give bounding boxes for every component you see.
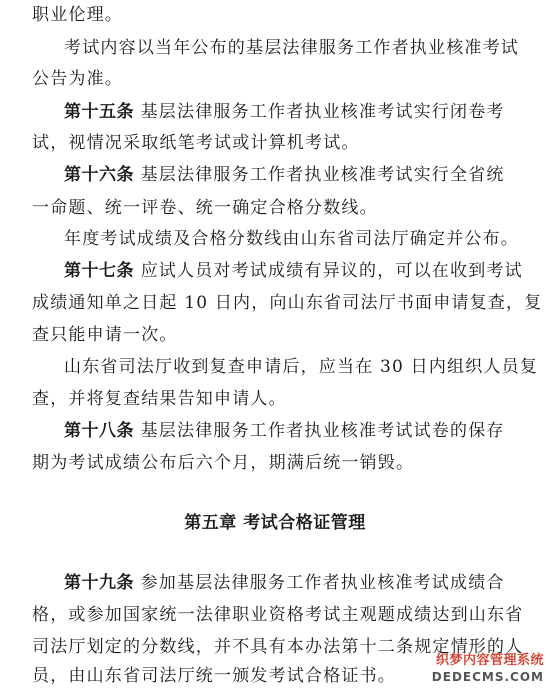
line-text: 考试内容以当年公布的基层法律服务工作者执业核准考试 xyxy=(64,38,519,58)
article-line xyxy=(0,97,550,127)
chapter-heading: 第五章 考试合格证管理 xyxy=(184,513,366,533)
site-watermark xyxy=(394,652,544,688)
text-line xyxy=(0,33,550,63)
line-text: 参加基层法律服务工作者执业核准考试成绩合 xyxy=(134,573,505,593)
line-text: 成绩通知单之日起 10 日内，向山东省司法厅书面申请复查，复 xyxy=(32,293,543,313)
article-heading: 第十六条 xyxy=(64,165,134,185)
text-line xyxy=(0,64,550,94)
text-line xyxy=(0,193,550,223)
line-text: 应试人员对考试成绩有异议的，可以在收到考试 xyxy=(134,261,523,281)
line-text: 基层法律服务工作者执业核准考试试卷的保存 xyxy=(134,421,505,441)
text-line xyxy=(0,384,550,414)
article-line xyxy=(0,416,550,446)
article-line xyxy=(0,568,550,598)
line-text: 山东省司法厅收到复查申请后，应当在 30 日内组织人员复 xyxy=(64,357,539,377)
text-line xyxy=(0,320,550,350)
line-text: 试，视情况采取纸笔考试或计算机考试。 xyxy=(32,133,360,153)
text-line xyxy=(0,352,550,382)
article-line xyxy=(0,160,550,190)
line-text: 员，由山东省司法厅统一颁发考试合格证书。 xyxy=(32,666,396,686)
line-text: 一命题、统一评卷、统一确定合格分数线。 xyxy=(32,198,378,218)
article-heading: 第十七条 xyxy=(64,261,134,281)
text-line xyxy=(0,288,550,318)
article-heading: 第十九条 xyxy=(64,573,134,593)
line-text: 基层法律服务工作者执业核准考试实行闭卷考 xyxy=(134,102,505,122)
line-text: 查只能申请一次。 xyxy=(32,325,178,345)
article-line xyxy=(0,256,550,286)
line-text: 职业伦理。 xyxy=(32,5,123,25)
line-text: 期为考试成绩公布后六个月，期满后统一销毁。 xyxy=(32,453,415,473)
text-line xyxy=(0,0,550,30)
line-text: 基层法律服务工作者执业核准考试实行全省统 xyxy=(134,165,505,185)
watermark-domain: DEDECMS.COM xyxy=(431,670,544,684)
watermark-title: 织梦内容管理系统 xyxy=(435,653,544,668)
article-heading: 第十五条 xyxy=(64,102,134,122)
text-line xyxy=(0,128,550,158)
line-text: 公告为准。 xyxy=(32,69,123,89)
text-line xyxy=(0,224,550,254)
line-text: 格，或参加国家统一法律职业资格考试主观题成绩达到山东省 xyxy=(32,605,524,625)
line-text: 年度考试成绩及合格分数线由山东省司法厅确定并公布。 xyxy=(64,229,519,249)
text-line xyxy=(0,600,550,630)
line-text: 司法厅划定的分数线，并不具有本办法第十二条规定情形的人 xyxy=(32,637,524,657)
line-text: 查，并将复查结果告知申请人。 xyxy=(32,389,287,409)
article-heading: 第十八条 xyxy=(64,421,134,441)
text-line xyxy=(0,448,550,478)
